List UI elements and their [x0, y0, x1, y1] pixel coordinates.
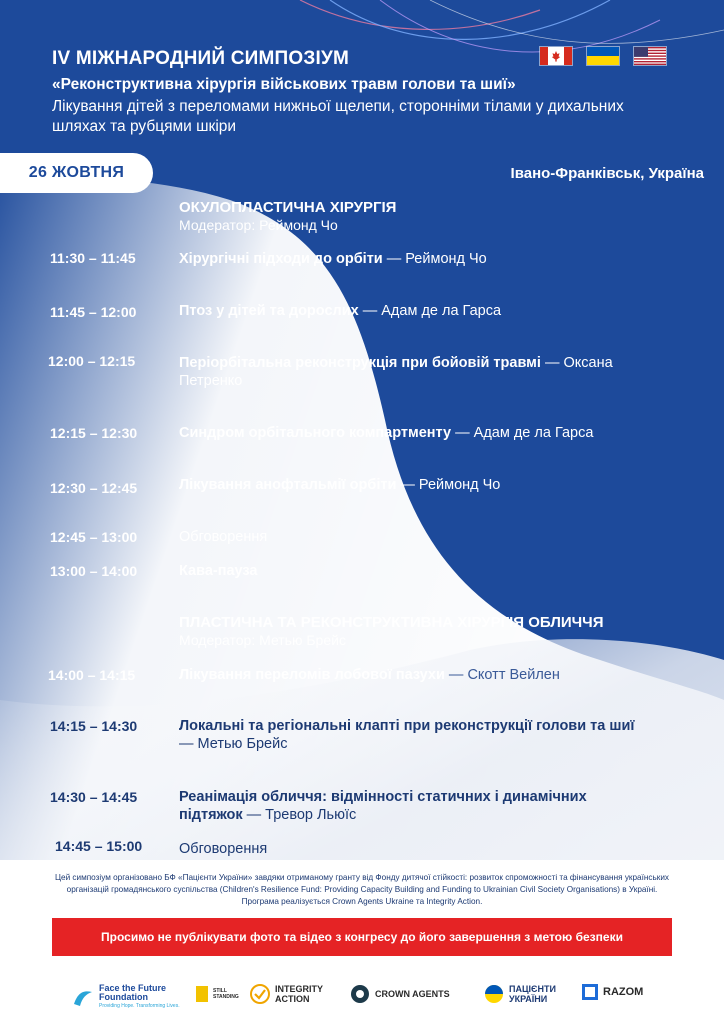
ukraine-flag-icon — [587, 47, 619, 65]
talk-speaker: — Скотт Вейлен — [444, 667, 560, 683]
time-slot: 11:30 – 11:45 — [50, 250, 136, 266]
talk-speaker: — Реймонд Чо — [382, 251, 487, 267]
face-the-future-logo — [72, 984, 180, 1011]
page-title: IV МІЖНАРОДНИЙ СИМПОЗІУМ — [52, 48, 350, 69]
talk-topic: Реанімація обличчя: відмінності статичних і динамічних підтяжок — [179, 789, 587, 823]
flags — [540, 47, 666, 65]
page-description: Лікування дітей з переломами нижньої щелепи, сторонніми тілами у дихальних шляхах та рубцями шкіри — [52, 98, 624, 135]
partner-logos — [0, 972, 724, 1024]
time-slot: 14:00 – 14:15 — [48, 667, 136, 683]
still-standing-icon — [196, 986, 208, 1002]
talk-speaker: — Оксана Петренко — [179, 355, 613, 389]
time-slot: 11:45 – 12:00 — [50, 304, 137, 320]
patients-of-ukraine-logo — [484, 984, 556, 1004]
event-location: Івано-Франківськ, Україна — [510, 165, 704, 182]
talk-entry — [179, 528, 659, 546]
canada-flag-icon — [540, 47, 572, 65]
talk-topic: Лікування анофтальмії орбіти — [179, 477, 397, 493]
section-moderator: Модератор: Метью Брейс — [179, 632, 346, 648]
talk-speaker: — Реймонд Чо — [396, 477, 501, 493]
crown-agents-icon — [350, 984, 370, 1004]
logo-text: CROWN AGENTS — [375, 989, 450, 999]
talk-entry — [179, 424, 659, 442]
talk-topic: Періорбітальна реконструкція при бойовій травмі — [179, 355, 541, 371]
safety-warning-banner: Просимо не публікувати фото та відео з конгресу до його завершення з метою безпеки — [52, 918, 672, 956]
talk-entry — [179, 302, 659, 320]
talk-speaker: — Тревор Льюїс — [242, 807, 357, 823]
talk-speaker: — Адам де ла Гарса — [451, 425, 594, 441]
checkmark-circle-icon — [250, 984, 270, 1004]
talk-speaker: Обговорення — [179, 529, 268, 545]
talk-topic: Синдром орбітального компартменту — [179, 425, 452, 441]
date-badge: 26 ЖОВТНЯ — [0, 153, 153, 193]
talk-speaker: Обговорення — [179, 841, 268, 857]
logo-text: STILL STANDING — [213, 988, 239, 1000]
talk-entry — [179, 250, 659, 268]
still-standing-logo — [196, 986, 239, 1002]
razom-logo — [582, 984, 643, 1000]
talk-topic: Птоз у дітей та дорослих — [179, 303, 359, 319]
talk-speaker: — Адам де ла Гарса — [358, 303, 502, 319]
page-subtitle: «Реконструктивна хірургія військових травм голови та шиї» — [52, 76, 516, 93]
talk-topic: Лікування переломів лобової пазухи — [179, 667, 445, 683]
logo-text: Foundation — [99, 992, 148, 1002]
crown-agents-logo — [350, 984, 450, 1004]
section-title: ОКУЛОПЛАСТИЧНА ХІРУРГІЯ — [179, 199, 397, 216]
logo-text: RAZOM — [603, 986, 644, 998]
logo-text: Face the Future — [99, 983, 167, 993]
talk-entry — [179, 666, 659, 684]
sponsor-footnote: Цей симпозіум організовано БФ «Пацієнти України» завдяки отриманому гранту від Фонду дитячої стійкості: розвиток спроможності та фінансування українських організацій громадянського суспільства (Children's Resilience Fund: Providing Capacity Building and Funding to Ukrainian Civil Society Organisations) в Україні. Програма реалізується Crown Agents Ukraine та Integrity Action. — [54, 873, 670, 906]
time-slot: 14:45 – 15:00 — [55, 838, 143, 854]
logo-text: ПАЦІЄНТИ — [509, 984, 556, 994]
logo-text: ACTION — [275, 994, 310, 1004]
talk-entry — [179, 788, 649, 824]
face-the-future-icon — [72, 988, 94, 1008]
time-slot: 14:30 – 14:45 — [50, 789, 138, 805]
time-slot: 13:00 – 14:00 — [50, 563, 138, 579]
logo-tagline: Providing Hope. Transforming Lives. — [99, 1003, 180, 1009]
razom-icon — [582, 984, 598, 1000]
logo-text: INTEGRITY — [275, 984, 324, 994]
talk-entry — [179, 562, 659, 580]
time-slot: 14:15 – 14:30 — [50, 718, 138, 734]
talk-topic: Локальні та регіональні клапті при реконструкції голови та шиї — [179, 718, 635, 734]
talk-entry — [179, 476, 659, 494]
talk-topic: Хірургічні підходи до орбіти — [179, 251, 383, 267]
talk-topic: Кава-пауза — [179, 563, 258, 579]
time-slot: 12:45 – 13:00 — [50, 529, 138, 545]
section-title: ПЛАСТИЧНА ТА РЕКОНСТРУКТИВНА ХІРУРГІЯ ОБЛИЧЧЯ — [179, 614, 604, 631]
talk-entry — [179, 354, 619, 390]
talk-speaker: — Метью Брейс — [179, 736, 288, 752]
time-slot: 12:30 – 12:45 — [50, 480, 138, 496]
time-slot: 12:15 – 12:30 — [50, 425, 138, 441]
logo-text: УКРАЇНИ — [509, 994, 548, 1004]
section-moderator: Модератор: Реймонд Чо — [179, 217, 338, 233]
talk-entry — [179, 840, 659, 858]
usa-flag-icon — [634, 47, 666, 65]
integrity-action-logo — [250, 984, 323, 1004]
patients-ukraine-icon — [484, 984, 504, 1004]
talk-entry — [179, 717, 649, 753]
time-slot: 12:00 – 12:15 — [48, 353, 136, 369]
